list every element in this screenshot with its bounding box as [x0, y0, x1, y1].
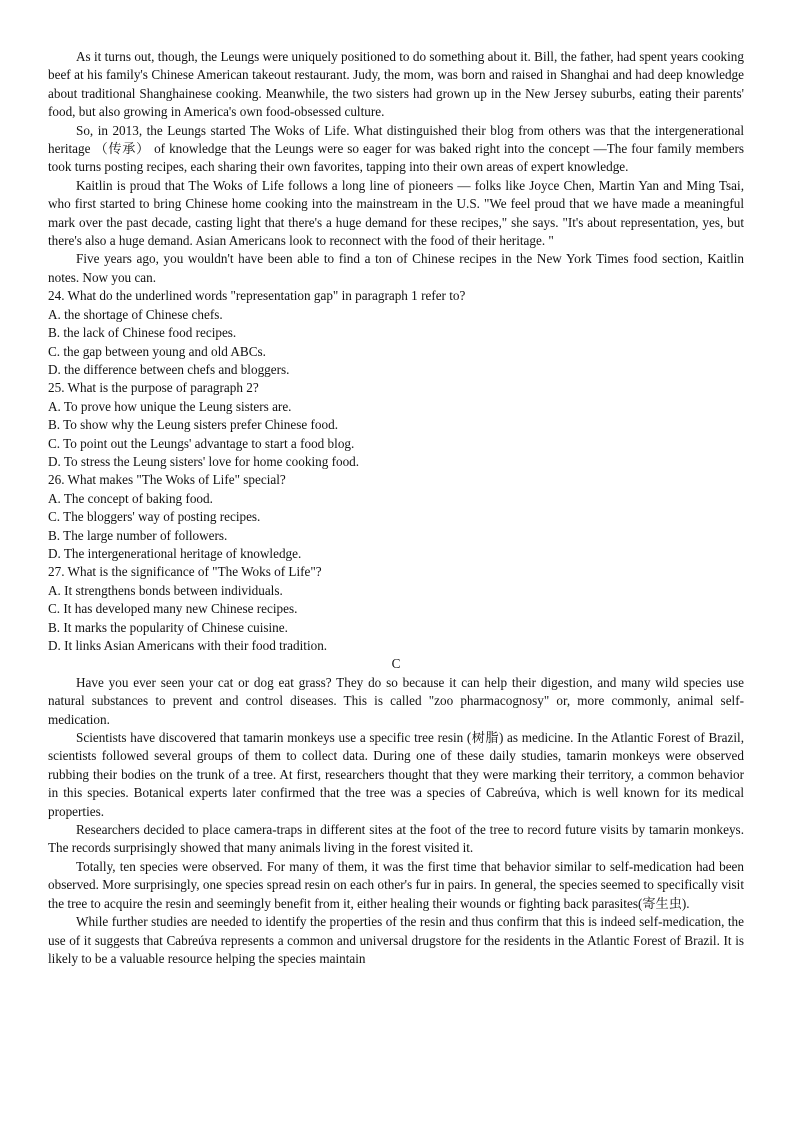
question-24-option: C. the gap between young and old ABCs.: [48, 343, 266, 359]
paragraph-woks-of-life-start: So, in 2013, the Leungs started The Woks of Life. What distinguished their blog from others was that the intergenerational heritage （传承） of knowledge that the Leungs were so eager for was baked right into the concept —The four family members took turns posting recipes, each sharing their own favorites, tapping into their own areas of expert knowledge.: [48, 122, 744, 175]
question-24-option: B. the lack of Chinese food recipes.: [48, 325, 237, 341]
section-heading-c: C: [391, 656, 401, 672]
paragraph-further-studies: While further studies are needed to identify the properties of the resin and thus confirm that this is indeed self-medication, the use of it suggests that Cabreúva represents a common and universal drugstore for the residents in the Atlantic Forest of Brazil. It is likely to be a valuable resource helping the species maintain: [48, 914, 744, 966]
question-25-option: D. To stress the Leung sisters' love for home cooking food.: [48, 453, 360, 469]
question-26-option: A. The concept of baking food.: [48, 490, 213, 506]
question-25-option: B. To show why the Leung sisters prefer Chinese food.: [48, 417, 339, 433]
paragraph-tamarin-resin: Scientists have discovered that tamarin monkeys use a specific tree resin (树脂) as medicine. In the Atlantic Forest of Brazil, scientists followed several groups of them to collect data. During one of these daily studies, tamarin monkeys were observed rubbing their bodies on the trunk of a tree. At first, researchers thought that they were marking their territory, a common behavior in this species. Botanical experts later confirmed that the tree was a species of Cabreúva, which is well known for its medical properties.: [48, 730, 744, 819]
question-24-option: A. the shortage of Chinese chefs.: [48, 306, 223, 322]
paragraph-zoo-pharmacognosy: Have you ever seen your cat or dog eat grass? They do so because it can help their digestion, and many wild species use natural substances to prevent and control diseases. This is called "zoo pharmacognosy" or, more commonly, animal self-medication.: [48, 674, 744, 727]
question-26-stem: 26. What makes "The Woks of Life" special?: [48, 472, 286, 488]
paragraph-camera-traps: Researchers decided to place camera-traps in different sites at the foot of the tree to record future visits by tamarin monkeys. The records surprisingly showed that many animals living in the forest visited it.: [48, 822, 744, 856]
question-25-stem: 25. What is the purpose of paragraph 2?: [48, 380, 259, 396]
question-27-stem: 27. What is the significance of "The Woks of Life"?: [48, 564, 322, 580]
question-24-stem: 24. What do the underlined words "representation gap" in paragraph 1 refer to?: [48, 288, 466, 304]
question-26-option: D. The intergenerational heritage of knowledge.: [48, 545, 302, 561]
paragraph-leungs-positioned: As it turns out, though, the Leungs were uniquely positioned to do something about it. Bill, the father, had spent years cooking beef at his family's Chinese American takeout restaurant. Judy, the mom, was born and raised in Shanghai and had deep knowledge about traditional Shanghainese cooking. Meanwhile, the two sisters had grown up in the New Jersey suburbs, eating their parents' food, but also growing in America's own food-obsessed culture.: [48, 49, 744, 120]
question-26-option: B. The large number of followers.: [48, 527, 228, 543]
question-27-option: C. It has developed many new Chinese recipes.: [48, 601, 298, 617]
document-page: [48, 48, 744, 968]
question-25-option: C. To point out the Leungs' advantage to start a food blog.: [48, 435, 355, 451]
question-27-option: A. It strengthens bonds between individuals.: [48, 582, 283, 598]
paragraph-ten-species: Totally, ten species were observed. For many of them, it was the first time that behavior similar to self-medication had been observed. More surprisingly, one species spread resin on each other's fur in pairs. In general, the species seemed to specifically visit the tree to acquire the resin and seemingly benefit from it, either healing their wounds or fighting back parasites(寄生虫).: [48, 858, 744, 911]
question-25-option: A. To prove how unique the Leung sisters are.: [48, 398, 292, 414]
question-27-option: D. It links Asian Americans with their food tradition.: [48, 638, 328, 653]
question-27-option: B. It marks the popularity of Chinese cuisine.: [48, 619, 288, 635]
paragraph-five-years-ago: Five years ago, you wouldn't have been able to find a ton of Chinese recipes in the New York Times food section, Kaitlin notes. Now you can.: [48, 251, 744, 285]
paragraph-kaitlin-proud: Kaitlin is proud that The Woks of Life follows a long line of pioneers — folks like Joyce Chen, Martin Yan and Ming Tsai, who first started to bring Chinese home cooking into the mainstream in the U.S. "We feel proud that we have made a meaningful mark over the past decade, casting light that there's a huge demand for these recipes," she says. "It's about representation, yes, but there's also a huge demand. Asian Americans look to reconnect with the food of their heritage. ": [48, 177, 744, 249]
question-26-option: C. The bloggers' way of posting recipes.: [48, 509, 261, 525]
question-24-option: D. the difference between chefs and bloggers.: [48, 361, 290, 377]
